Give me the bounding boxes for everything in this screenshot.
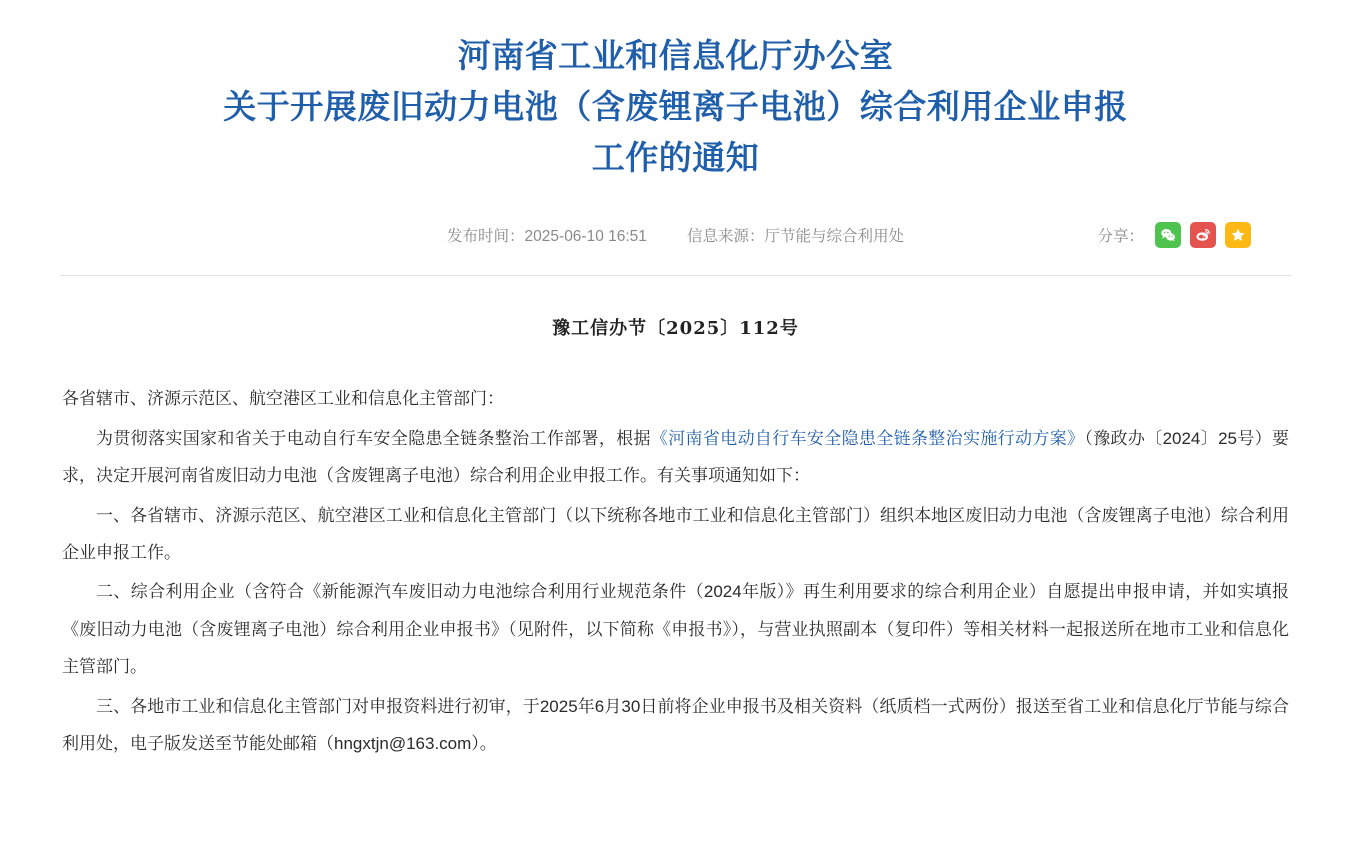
meta-divider: [60, 275, 1291, 276]
article-meta: [0, 217, 1351, 253]
meta-center-group: [447, 224, 904, 246]
plan-document-link[interactable]: 《河南省电动自行车安全隐患全链条整治实施行动方案》: [650, 428, 1085, 448]
paragraph-item-1: 一、各省辖市、济源示范区、航空港区工业和信息化主管部门（以下统称各地市工业和信息化主管部门）组织本地区废旧动力电池（含废锂离子电池）综合利用企业申报工作。: [62, 505, 1289, 562]
share-label: 分享：: [1097, 228, 1144, 246]
page-title-line-2: 关于开展废旧动力电池（含废锂离子电池）综合利用企业申报: [223, 88, 1128, 126]
share-block: [1097, 222, 1251, 248]
paragraph-intro-part-1: 为贯彻落实国家和省关于电动自行车安全隐患全链条整治工作部署，根据: [96, 428, 651, 448]
source: [687, 224, 904, 246]
paragraph-intro-part-2: （豫政办〔2024〕25号）要求，决定开展河南省废旧动力电池（含废锂离子电池）综合利用企业申报工作。有关事项通知如下：: [62, 428, 1290, 486]
publish-time-label: 发布时间：: [447, 228, 525, 246]
qzone-share-icon[interactable]: [1225, 222, 1251, 248]
paragraph-item-3: 三、各地市工业和信息化主管部门对申报资料进行初审，于2025年6月30日前将企业申报书及相关资料（纸质档一式两份）报送至省工业和信息化厅节能与综合利用处，电子版发送至节能处邮箱（hngxtjn@163.com）。: [62, 696, 1289, 753]
source-value: 厅节能与综合利用处: [764, 228, 904, 246]
page-title-line-1: 河南省工业和信息化厅办公室: [457, 37, 894, 74]
paragraph-intro: [62, 420, 1289, 495]
weibo-share-icon[interactable]: [1190, 222, 1216, 248]
page-title: [130, 30, 1221, 183]
page-title-line-3: 工作的通知: [591, 139, 760, 177]
publish-time-value: 2025-06-10 16:51: [524, 228, 647, 246]
paragraph-item-2: 二、综合利用企业（含符合《新能源汽车废旧动力电池综合利用行业规范条件（2024年版）》再生利用要求的综合利用企业）自愿提出申报申请，并如实填报《废旧动力电池（含废锂离子电池）综合利用企业申报书》（见附件，以下简称《申报书》），与营业执照副本（复印件）等相关材料一起报送所在地市工业和信息化主管部门。: [62, 582, 1289, 677]
article-body: [0, 380, 1351, 804]
wechat-share-icon[interactable]: [1155, 222, 1181, 248]
title-block: [0, 0, 1351, 183]
publish-time: [447, 224, 647, 246]
source-label: 信息来源：: [686, 228, 765, 246]
document-number: 豫工信办节〔2025〕112号: [552, 318, 799, 340]
paragraph-addressee: 各省辖市、济源示范区、航空港区工业和信息化主管部门：: [62, 389, 504, 409]
